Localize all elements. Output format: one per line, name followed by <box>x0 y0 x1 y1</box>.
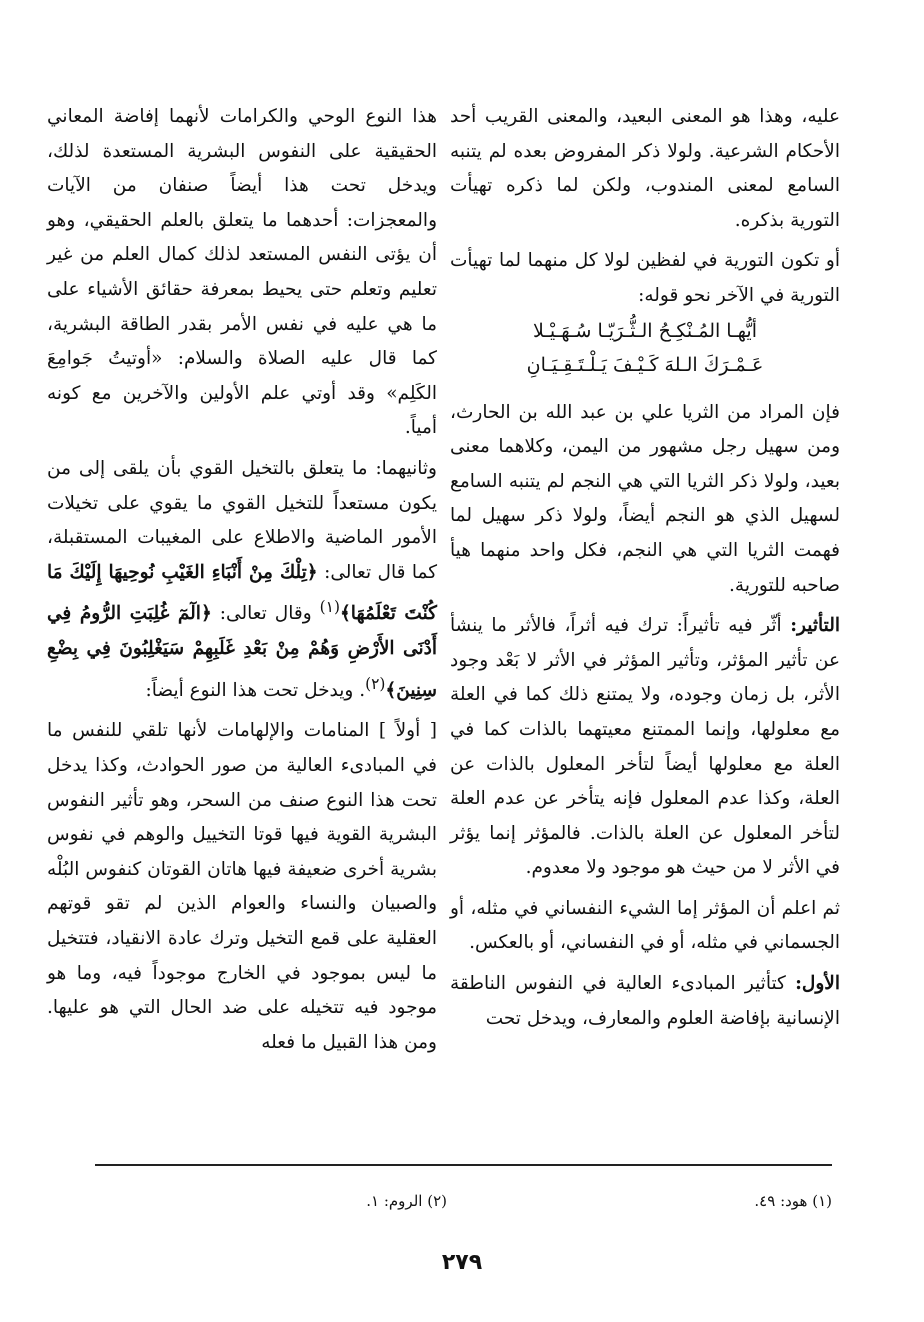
quran-verse: ﴿تِلْكَ مِنْ أَنْبَاءِ الغَيْبِ نُوحِيهَا إِلَيْكَ مَا كُنْتَ تَعْلَمُهَا﴾ <box>47 561 437 625</box>
footnote: (٢) الروم: ١. <box>366 1192 447 1210</box>
paragraph: [ أولاً ] المنامات والإلهامات لأنها تلقي للنفس ما في المبادىء العالية من صور الحوادث، وكذا يدخل تحت هذا النوع صنف من السحر، وهو تأثير النفوس البشرية القوية فيها قوتا التخييل والوهم في نفوس بشرية أخرى ضعيفة فيها هاتان القوتان كنفوس البُلْه والصبيان والنساء والعوام الذين لم تقو قوتهم العقلية على قمع التخيل وترك عادة الانقياد، فتتخيل ما ليس بموجود في الخارج موجوداً فيه، وما هو موجود فيه تتخيله على ضد الحال التي هو عليها. ومن هذا القبيل ما فعله <box>47 720 437 1053</box>
left-column <box>47 100 437 1060</box>
paragraph <box>450 967 840 1036</box>
paragraph: فإن المراد من الثريا علي بن عبد الله بن الحارث، ومن سهيل رجل مشهور من اليمن، وكلاهما معنى بعيد، ولولا ذكر الثريا التي هي النجم لم يتنبه السامع لسهيل الذي هو النجم أيضاً، ولولا ذكر سهيل لما فهمت الثريا التي هي النجم، فكل واحد منهما هيأ صاحبه للتورية. <box>450 401 840 596</box>
quran-verse: ﴿الٓمٓ غُلِبَتِ الرُّومُ فِي أَدْنَى الأَرْضِ وَهُمْ مِنْ بَعْدِ غَلَبِهِمْ سَيَغْلِبُونَ فِي بِضْعِ سِنِينَ﴾ <box>47 603 437 701</box>
term-label: التأثير: <box>790 615 840 637</box>
footnote: (١) هود: ٤٩. <box>754 1192 832 1210</box>
paragraph-text: كتأثير المبادىء العالية في النفوس الناطقة الإنسانية بإفاضة العلوم والمعارف، ويدخل تحت <box>450 973 840 1029</box>
term-label: الأول: <box>795 973 840 995</box>
paragraph-text: . ويدخل تحت هذا النوع أيضاً: <box>145 679 366 701</box>
paragraph: أو تكون التورية في لفظين لولا كل منهما لما تهيأت التورية في الآخر نحو قوله: <box>450 250 840 306</box>
footnote-ref: (٢) <box>365 674 386 693</box>
paragraph-text: وثانيهما: ما يتعلق بالتخيل القوي بأن يلقى إلى من يكون مستعداً للتخيل القوي ما يقوي على تخيلات الأمور الماضية والاطلاع على المغيبات المستقبلة، كما قال تعالى: <box>47 457 438 583</box>
paragraph-text: وقال تعالى: <box>219 603 312 625</box>
paragraph <box>47 452 437 708</box>
paragraph <box>450 609 840 886</box>
poem-verse-1: أيُّهـا المُـنْكِـحُ الـثُّـرَيّـا سُـهَـيْـلا <box>533 319 757 342</box>
paragraph-text: أثّر فيه تأثيراً: ترك فيه أثراً، فالأثر ما ينشأ عن تأثير المؤثر، وتأثير المؤثر في الأثر لا بَعْد وجود الأثر، بل زمان وجوده، ولا يمتنع ذلك كما في العلة مع معلولها، وإنما الممتنع معيتهما بالذات كما في العلة مع معلولها أيضاً لتأخر المعلول بالذات عن العلة، وكذا عدم المعلول فإنه يتأخر عن عدم العلة لتأخر المعلول عن العلة بالذات. فالمؤثر إنما يؤثر في الأثر لا من حيث هو موجود ولا معدوم. <box>450 615 840 879</box>
right-column <box>450 100 840 1036</box>
paragraph: هذا النوع الوحي والكرامات لأنهما إفاضة المعاني الحقيقية على النفوس البشرية المستعدة لذلك، ويدخل تحت هذا أيضاً صنفان من الآيات والمعجزات: أحدهما ما يتعلق بالعلم الحقيقي، وهو أن يؤتى النفس المستعد لذلك كمال العلم من غير تعليم وتعلم حتى يحيط بمعرفة حقائق الأشياء على ما هي عليه في نفس الأمر بقدر الطاقة البشرية، كما قال عليه الصلاة والسلام: «أوتيتُ جَوامِعَ الكَلِم» وقد أوتي علم الأولين والآخرين مع كونه أمياً. <box>47 106 437 439</box>
footnote-ref: (١) <box>319 598 340 617</box>
paragraph: عليه، وهذا هو المعنى البعيد، والمعنى القريب أحد الأحكام الشرعية. ولولا ذكر المفروض بعده لم يتنبه السامع لمعنى المندوب، ولكن لما ذكره تهيأت التورية بذكره. <box>450 106 840 231</box>
page-number: ٢٧٩ <box>441 1250 483 1275</box>
poem-verse-2: عَـمْـرَكَ الـلهَ كَـيْـفَ يَـلْـتَـقِـيَـانِ <box>526 353 764 376</box>
paragraph: ثم اعلم أن المؤثر إما الشيء النفساني في مثله، أو الجسماني في مثله، أو في النفساني، أو بالعكس. <box>450 897 840 954</box>
footnote-divider <box>95 1164 832 1166</box>
